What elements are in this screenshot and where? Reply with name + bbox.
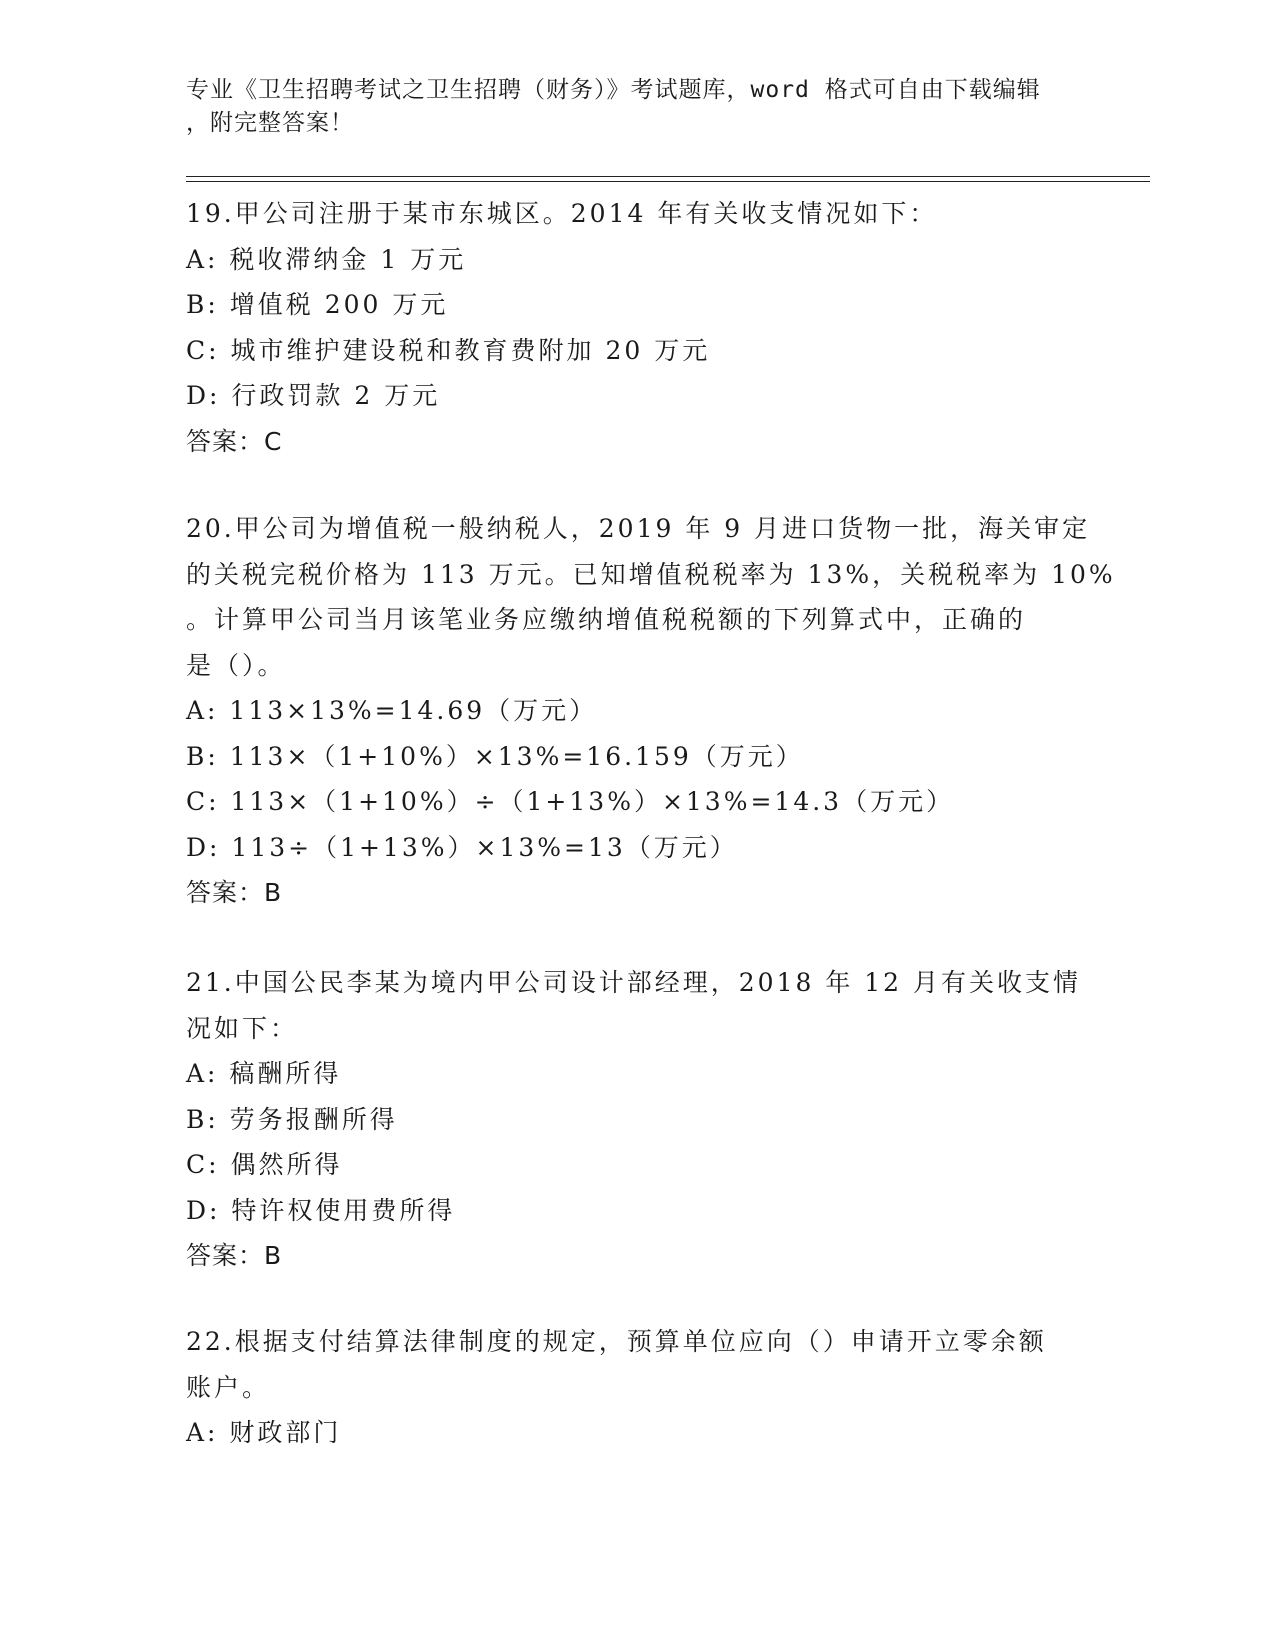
answer: 答案：B (186, 878, 283, 907)
header-line-2: ，附完整答案！ (186, 110, 354, 136)
option-c: C: 城市维护建设税和教育费附加 20 万元 (186, 335, 711, 365)
header-divider-bottom (186, 181, 1150, 182)
header-divider-top (186, 176, 1150, 177)
question-stem: 是（）。 (186, 650, 286, 680)
question-stem: 21.中国公民李某为境内甲公司设计部经理，2018 年 12 月有关收支情 (186, 968, 1082, 997)
option-d: D: 特许权使用费所得 (186, 1195, 456, 1225)
question-20 (186, 506, 1116, 916)
option-b: B: 劳务报酬所得 (186, 1104, 398, 1134)
question-21 (186, 960, 1082, 1279)
answer: 答案：B (186, 1241, 283, 1270)
option-b: B: 113×（1+10%）×13%=16.159（万元） (186, 741, 804, 771)
option-a: A: 113×13%=14.69（万元） (186, 696, 598, 725)
option-d: D: 113÷（1+13%）×13%=13（万元） (186, 832, 738, 862)
option-c: C: 113×（1+10%）÷（1+13%）×13%=14.3（万元） (186, 787, 955, 816)
question-19 (186, 191, 1076, 464)
question-stem: 账户。 (186, 1372, 271, 1402)
question-stem: 的关税完税价格为 113 万元。已知增值税税率为 13%，关税税率为 10% (186, 559, 1116, 589)
option-a: A: 财政部门 (186, 1418, 342, 1447)
header-line-1: 专业《卫生招聘考试之卫生招聘（财务）》考试题库，word 格式可自由下载编辑 (186, 77, 1041, 103)
option-d: D: 行政罚款 2 万元 (186, 381, 441, 410)
document-header (186, 74, 1066, 140)
option-a: A: 稿酬所得 (186, 1059, 342, 1088)
option-a: A: 税收滞纳金 1 万元 (186, 244, 467, 274)
question-stem: 20.甲公司为增值税一般纳税人，2019 年 9 月进口货物一批，海关审定 (186, 514, 1091, 543)
question-stem: 22.根据支付结算法律制度的规定，预算单位应向（）申请开立零余额 (186, 1327, 1047, 1356)
option-b: B: 增值税 200 万元 (186, 290, 449, 319)
option-c: C: 偶然所得 (186, 1150, 343, 1179)
question-22 (186, 1319, 1076, 1456)
answer: 答案：C (186, 426, 283, 456)
question-stem: 。计算甲公司当月该笔业务应缴纳增值税税额的下列算式中，正确的 (186, 605, 1027, 634)
question-stem: 19.甲公司注册于某市东城区。2014 年有关收支情况如下： (186, 199, 938, 228)
question-stem: 况如下： (186, 1013, 299, 1043)
